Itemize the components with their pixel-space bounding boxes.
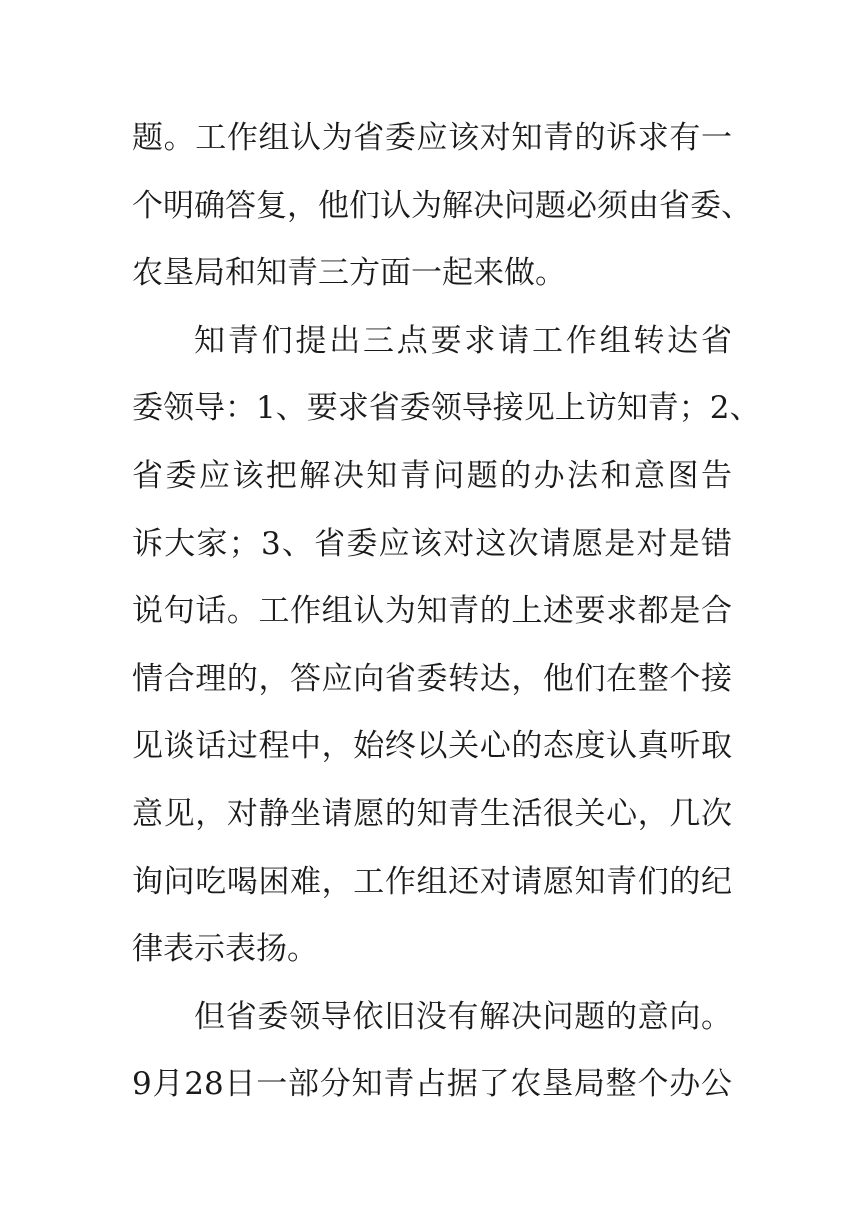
text-line: 知 青 们 提 出 三 点 要 求 请 工 作 组 转 达 省 bbox=[194, 322, 732, 359]
body-text bbox=[132, 112, 761, 1126]
text-line: 题 。 工 作 组 认 为 省 委 应 该 对 知 青 的 诉 求 有 一 bbox=[132, 120, 732, 156]
text-line: 意 见 ， 对 静 坐 请 愿 的 知 青 生 活 很 关 心 ， 几 次 bbox=[132, 795, 732, 832]
text-line: 诉 大 家 ； 3 、 省 委 应 该 对 这 次 请 愿 是 对 是 错 bbox=[132, 525, 732, 562]
text-line: 见 谈 话 过 程 中 ， 始 终 以 关 心 的 态 度 认 真 听 取 bbox=[132, 728, 732, 765]
text-line: 农垦局和知青三方面一起来做。 bbox=[132, 255, 566, 292]
text-line: 询 问 吃 喝 困 难 ， 工 作 组 还 对 请 愿 知 青 们 的 纪 bbox=[132, 863, 732, 900]
text-line: 律表示表扬。 bbox=[132, 931, 318, 968]
text-line: 个 明 确 答 复 ， 他 们 认 为 解 决 问 题 必 须 由 省 委 、 bbox=[132, 187, 752, 224]
text-line: 但 省 委 领 导 依 旧 没 有 解 决 问 题 的 意 向 。 bbox=[194, 998, 732, 1035]
text-line: 说 句 话 。 工 作 组 认 为 知 青 的 上 述 要 求 都 是 合 bbox=[132, 593, 732, 630]
text-line: 9 月 28 日 一 部 分 知 青 占 据 了 农 垦 局 整 个 办 公 bbox=[132, 1066, 732, 1103]
text-line: 省 委 应 该 把 解 决 知 青 问 题 的 办 法 和 意 图 告 bbox=[132, 457, 732, 494]
text-line: 委 领 导 ： 1 、 要 求 省 委 领 导 接 见 上 访 知 青 ； 2 、 bbox=[132, 390, 761, 427]
text-line: 情 合 理 的 ， 答 应 向 省 委 转 达 ， 他 们 在 整 个 接 bbox=[132, 660, 732, 697]
